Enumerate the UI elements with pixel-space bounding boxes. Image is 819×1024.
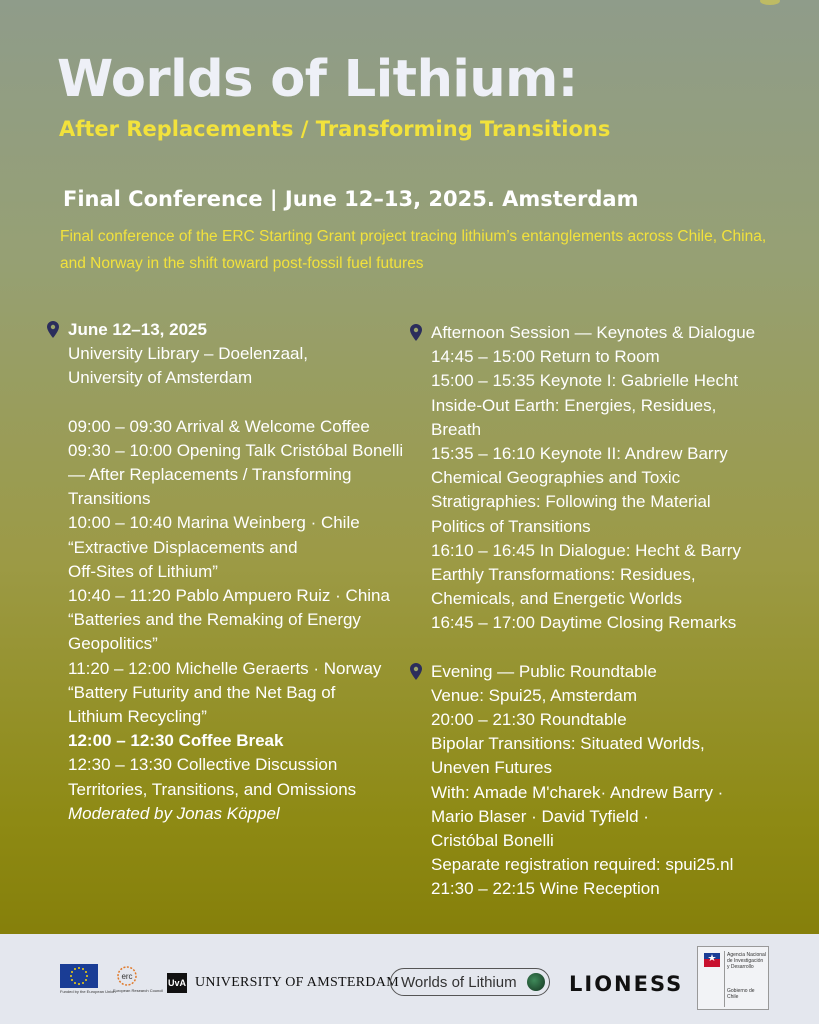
- date-section-heading: [47, 318, 407, 342]
- schedule-time: 15:00 – 15:35: [431, 371, 535, 391]
- schedule-item: [68, 584, 407, 657]
- schedule-item: [431, 611, 810, 635]
- erc-logo-icon: [115, 966, 139, 986]
- schedule-item: [431, 539, 810, 612]
- afternoon-heading: Afternoon Session — Keynotes & Dialogue: [431, 323, 756, 342]
- location-pin-icon: [410, 324, 422, 341]
- schedule-time: 12:00 – 12:30: [68, 731, 174, 751]
- schedule-time: 10:00 – 10:40: [68, 513, 172, 533]
- schedule-text: Pablo Ampuero Ruiz · China: [170, 586, 390, 606]
- schedule-item: [431, 345, 810, 369]
- schedule-text: Keynote II: Andrew Barry: [534, 444, 728, 464]
- schedule-sessions-column: [410, 321, 810, 902]
- date-heading: June 12–13, 2025: [68, 320, 207, 339]
- schedule-detail: Inside-Out Earth: Energies, Residues, Breath: [431, 395, 717, 439]
- panelists-line: With: Amade M'charek· Andrew Barry ·: [431, 782, 724, 802]
- schedule-detail: “Battery Futurity and the Net Bag of Lithium Recycling”: [68, 682, 336, 727]
- schedule-item: [431, 877, 810, 901]
- decorative-leaf-icon: [748, 0, 788, 8]
- evening-section-heading: [410, 660, 810, 684]
- venue-line: University Library – Doelenzaal,: [68, 344, 308, 364]
- schedule-time: 09:30 – 10:00: [68, 440, 172, 460]
- schedule-text: Roundtable: [534, 710, 627, 730]
- moderator-line: Moderated by Jonas Köppel: [68, 803, 280, 823]
- schedule-time: 11:20 – 12:00: [68, 658, 171, 678]
- uva-text: UNIVERSITY OF AMSTERDAM: [195, 975, 399, 990]
- schedule-text: Collective Discussion: [171, 755, 338, 775]
- schedule-item: [68, 439, 407, 512]
- anid-name: Agencia Nacional de Investigación y Desarrollo: [727, 952, 766, 970]
- conference-description: Final conference of the ERC Starting Grant project tracing lithium’s entanglements across Chile, China, and Norway in the shift toward post-fossil fuel futures: [60, 228, 767, 272]
- schedule-item: [68, 657, 407, 730]
- erc-logo: [113, 966, 164, 996]
- globe-icon: [527, 973, 545, 991]
- schedule-item: [431, 369, 810, 442]
- schedule-item-break: [68, 729, 407, 753]
- schedule-text: Wine Reception: [534, 879, 660, 899]
- evening-heading: Evening — Public Roundtable: [431, 661, 657, 681]
- page-subtitle: After Replacements / Transforming Transitions: [59, 117, 611, 141]
- schedule-time: 14:45 – 15:00: [431, 347, 535, 367]
- schedule-detail: Territories, Transitions, and Omissions: [68, 779, 357, 799]
- schedule-time: 10:40 – 11:20: [68, 586, 171, 606]
- schedule-detail: “Extractive Displacements and Off-Sites of Lithium”: [68, 537, 298, 581]
- schedule-day-column: [47, 318, 407, 826]
- registration-note: Separate registration required: spui25.nl: [431, 855, 734, 875]
- panelists-line: Mario Blaser · David Tyfield ·: [431, 806, 649, 826]
- schedule-detail: Earthly Transformations: Residues, Chemicals, and Energetic Worlds: [431, 565, 696, 609]
- schedule-item: [431, 708, 810, 781]
- schedule-text: Michelle Geraerts · Norway: [170, 658, 382, 678]
- page-title: Worlds of Lithium:: [57, 50, 578, 109]
- eu-logo: [60, 964, 116, 994]
- schedule-detail: “Batteries and the Remaking of Energy Geopolitics”: [68, 610, 361, 654]
- schedule-time: 21:30 – 22:15: [431, 879, 535, 899]
- schedule-text: Keynote I: Gabrielle Hecht: [534, 371, 739, 391]
- evening-venue: Venue: Spui25, Amsterdam: [431, 685, 638, 705]
- schedule-detail: Chemical Geographies and Toxic Stratigraphies: Following the Material Politics of Transitions: [431, 468, 711, 536]
- schedule-item: [68, 511, 407, 584]
- wol-text: Worlds of Lithium: [401, 973, 517, 991]
- location-pin-icon: [410, 663, 422, 680]
- schedule-time: 12:30 – 13:30: [68, 755, 172, 775]
- schedule-detail: Bipolar Transitions: Situated Worlds, Uneven Futures: [431, 734, 705, 778]
- schedule-time: 15:35 – 16:10: [431, 444, 535, 464]
- anid-text: [727, 952, 767, 1000]
- schedule-text: In Dialogue: Hecht & Barry: [534, 540, 741, 560]
- eu-text: Funded by the European Union: [60, 989, 116, 994]
- afternoon-section-heading: [410, 321, 810, 345]
- schedule-text: Coffee Break: [173, 731, 284, 751]
- eu-flag-icon: [60, 964, 98, 988]
- sponsor-footer: [0, 934, 819, 1024]
- schedule-item: [431, 442, 810, 539]
- schedule-time: 20:00 – 21:30: [431, 710, 535, 730]
- lioness-logo: LIONESS: [569, 972, 684, 996]
- worlds-of-lithium-logo: [390, 968, 550, 996]
- schedule-text: Marina Weinberg · Chile: [171, 513, 360, 533]
- uva-logo: [167, 972, 399, 994]
- schedule-text: Return to Room: [534, 347, 660, 367]
- schedule-item: [68, 415, 407, 439]
- conference-heading: Final Conference | June 12–13, 2025. Amsterdam: [63, 187, 639, 211]
- panelists-line: Cristóbal Bonelli: [431, 831, 554, 851]
- anid-logo: [697, 946, 769, 1010]
- schedule-text: Opening Talk Cristóbal Bonelli — After Replacements / Transforming Transitions: [68, 440, 404, 509]
- erc-text: European Research Council: [113, 988, 164, 993]
- schedule-time: 16:10 – 16:45: [431, 540, 535, 560]
- anid-crest-icon: [704, 953, 720, 967]
- schedule-text: Arrival & Welcome Coffee: [171, 416, 370, 436]
- erc-label: erc: [121, 972, 133, 981]
- schedule-item: [68, 753, 407, 826]
- uva-crest-icon: UvA: [167, 973, 187, 993]
- location-pin-icon: [47, 321, 59, 338]
- schedule-time: 09:00 – 09:30: [68, 416, 172, 436]
- venue-line: University of Amsterdam: [68, 368, 253, 388]
- anid-sub: Gobierno de Chile: [727, 988, 755, 1000]
- schedule-text: Daytime Closing Remarks: [534, 613, 737, 633]
- schedule-time: 16:45 – 17:00: [431, 613, 535, 633]
